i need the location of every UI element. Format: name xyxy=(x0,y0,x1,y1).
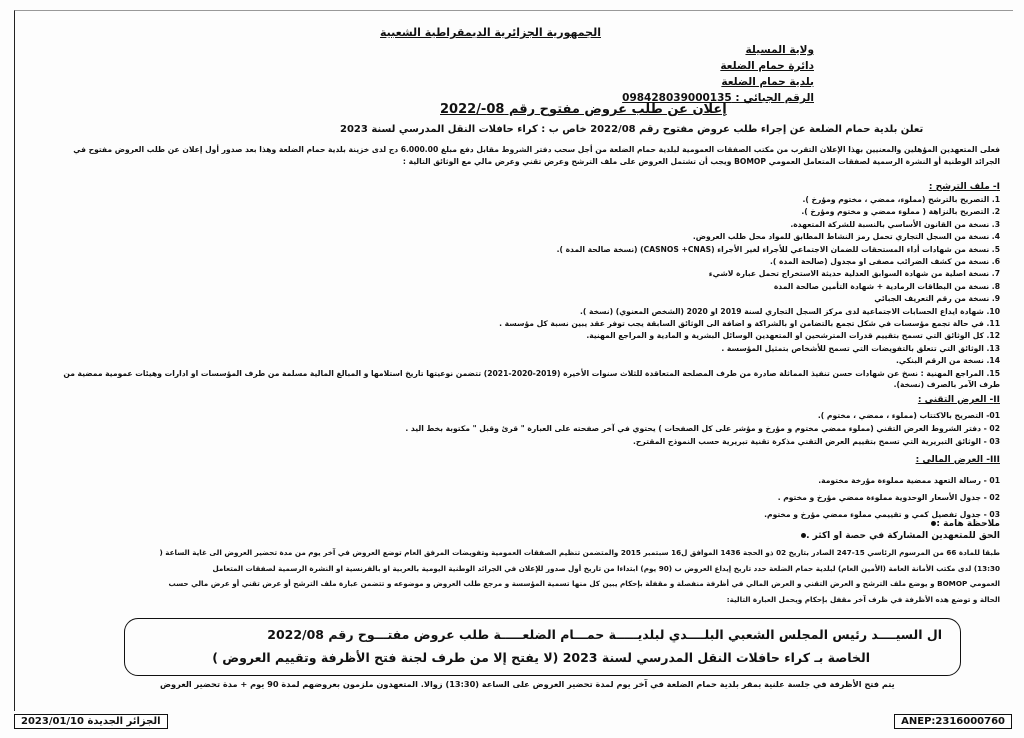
announcement-title: إعلان عن طلب عروض مفتوح رقم 08-/2022 xyxy=(440,102,727,117)
list-item: 6. نسخة من كشف الضرائب مصفى او مجدول (صالحة المدة ). xyxy=(769,257,1000,267)
list-item: 13. الوثائق التي تتعلق بالتفويضات التي تسمح للأشخاص بتمثيل المؤسسة . xyxy=(721,343,1000,353)
list-item: 7. نسخة اصلية من شهادة السوابق العدلية حديثة الاستخراج تحمل عبارة لاشيء xyxy=(708,269,1000,279)
list-item: 2. التصريح بالنزاهة ( مملوء ممضي و مختوم ومؤرخ ). xyxy=(801,207,1000,217)
list-item: 03 - الوثائق التبريرية التي تسمح بتقييم العرض التقني مذكرة تقنية تبريرية حسب النموذج المقترح. xyxy=(633,437,1000,446)
section2-list xyxy=(60,409,1000,448)
list-item: 01- التصريح بالاكتتاب (مملوء ، ممضي ، مختوم ). xyxy=(817,411,1000,420)
notes-heading: ملاحظة هامة : xyxy=(927,519,1000,529)
envelope-label-box xyxy=(124,618,961,676)
republic-title: الجمهورية الجزائرية الديمقراطية الشعبية xyxy=(380,26,601,39)
anep-stamp: ANEP:2316000760 xyxy=(894,714,1012,729)
list-item: 8. نسخة من البطاقات الرمادية + شهادة التأمين صالحة المدة xyxy=(773,281,1000,291)
notes-paragraph xyxy=(60,545,1000,607)
paragraph-line: 13:30) لدى مكتب الأمانة العامة (الأمين العام) لبلدية حمام الضلعة حدد تاريخ إيداع العروض ب (90 يوم) ابتداءا من تاريخ أول صدور للإعلان في الجرائد الوطنية اليومية بالعربية او بالفرنسية او النشرة الرسمية لصفقات المتعامل xyxy=(212,563,1000,573)
paragraph-line: الحالة و توضع هذه الأظرفة في ظرف آخر مقفل بإحكام ويحمل العبارة التالية: xyxy=(726,594,1000,604)
daira-label: دائرة حمام الضلعة xyxy=(720,60,814,72)
list-item: 14. نسخة من الرقم البنكي. xyxy=(896,356,1000,366)
section3-list xyxy=(60,472,1000,523)
newspaper-stamp: الجزائر الجديدة 2023/01/10 xyxy=(14,714,168,729)
section1-heading: I- ملف الترشح : xyxy=(928,182,1000,192)
list-item: 5. نسخة من شهادات أداء المستحقات للضمان الاجتماعي للأجراء لغير الأجراء (CASNOS +CNAS) (نسخة صالحة المدة ). xyxy=(556,244,1000,254)
section2-heading: II- العرض التقني : xyxy=(917,395,1000,405)
announcement-intro: فعلى المتعهدين المؤهلين والمعنيين بهذا الإعلان التقرب من مكتب الصفقات العمومية لبلدية حمام الضلعة من أجل سحب دفتر الشروط مقابل دفع مبلغ 6.000.00 دج لدى خزينة بلدية حمام الضلعة وهذا بعد صدور أول إعلان عن طلب العروض مفتوح في الجرائد الوطنية أو النشرة الرسمية لصفقات المتعامل العمومي BOMOP ويجب أن تشتمل العروض على ملف الترشح وعرض تقني وعرض مالي مع الوثائق التالية : xyxy=(73,145,1000,166)
list-item: 03 - جدول تفصيل كمي و تقييمي مملوء ممضي مؤرخ و مختوم. xyxy=(764,510,1000,519)
list-item: 3. نسخة من القانون الأساسي بالنسبة للشركة المتعهدة. xyxy=(790,219,1000,229)
fiscal-id: الرقم الجبائي : 098428039000135 xyxy=(622,92,814,104)
announcement-subtitle: تعلن بلدية حمام الضلعة عن إجراء طلب عروض مفتوح رقم 2022/08 خاص ب : كراء حافلات النقل المدرسي لسنة 2023 xyxy=(340,124,924,135)
list-item: 1. التصريح بالترشح (مملوء، ممضي ، مختوم ومؤرخ ). xyxy=(802,195,1000,204)
commune-label: بلدية حمام الضلعة xyxy=(721,76,814,88)
notes-right: الحق للمتعهدين المشاركة في حصة او اكثر . xyxy=(797,531,1000,541)
list-item: 9. نسخة من رقم التعريف الجبائي xyxy=(874,294,1000,304)
section3-heading: III- العرض المالي : xyxy=(915,455,1000,465)
list-item: 10. شهادة ايداع الحسابات الاجتماعية لدى مركز السجل التجاري لسنة 2019 او 2020 (الشخص المعنوي) (نسخة ). xyxy=(579,306,1000,316)
envelope-line1: ال السيــــد رئيس المجلس الشعبي البلــــدي لبلديـــــة حمـــام الضلعـــــة طلب عروض مفتـــوح رقم 2022/08 xyxy=(267,627,942,642)
section1-item15: 15. المراجع المهنية : نسخ عن شهادات حسن تنفيذ المماثلة صادرة من طرف المصلحة المتعاقدة للثلاث سنوات الأخيرة (2019-2020-2021) تتضمن نوعيتها تاريخ استلامها و المبالغ المالية مسلمة من طرف المؤسسات او ادارات وهيئات عمومية ممضية من طرف الآمر بالصرف (نسخة). xyxy=(63,369,1000,389)
section1-list xyxy=(60,194,1000,368)
list-item: 01 - رسالة التعهد ممضية مملوءة مؤرخة مختومة. xyxy=(818,476,1000,485)
list-item: 4. نسخة من السجل التجاري تحمل رمز النشاط المطابق للمواد محل طلب العروض. xyxy=(692,232,1000,242)
wilaya-label: ولاية المسيلة xyxy=(745,44,814,56)
list-item: 02 - جدول الأسعار الوحدوية مملوءة ممضي مؤرخ و مختوم . xyxy=(777,493,1000,502)
envelope-line2: الخاصة بـ كراء حافلات النقل المدرسي لسنة 2023 (لا يفتح إلا من طرف لجنة فتح الأظرفة وتقييم العروض ) xyxy=(212,650,870,665)
paragraph-line: طبقا للمادة 66 من المرسوم الرئاسي 15-247 الصادر بتاريخ 02 ذو الحجة 1436 الموافق ل16 سبتمبر 2015 والمتضمن تنظيم الصفقات العمومية وتفويضات المرفق العام توضع العروض في آخر يوم من مدة تحضير العروض الى غاية الساعة ( xyxy=(159,548,1000,557)
list-item: 11. في حالة تجمع مؤسسات في شكل تجمع بالتضامن او بالشراكة و اضافة الى الوثائق السابقة يجب توفر عقد يبين نسبة كل مؤسسة . xyxy=(499,319,1000,329)
footer-text: يتم فتح الأظرفة في جلسة علنية بمقر بلدية حمام الضلعة في آخر يوم لمدة تحضير العروض على الساعة (13:30) زوالا. المتعهدون ملزمون بعروضهم لمدة 90 يوم + مدة تحضير العروض xyxy=(160,679,895,689)
list-item: 12. كل الوثائق التي تسمح بتقييم قدرات المترشحين او المتعهدين الوسائل البشرية و المادية و المراجع المهنية. xyxy=(586,331,1000,341)
paragraph-line: العمومي BOMOP و يوضع ملف الترشح و العرض التقني و العرض المالي في أظرفة منفصلة و مقفلة بإحكام يبين كل منها تسمية المؤسسة و مرجع طلب العروض و موضوعه و تتضمن عبارة ملف الترشح أو عرض تقني أو عرض مالي حسب xyxy=(168,579,1000,588)
list-item: 02 - دفتر الشروط العرض التقني (مملوء ممضي مختوم و مؤرخ و مؤشر على كل الصفحات ) يحتوي في آخر صفحته على العبارة " قرئ وقبل " مكتوبة بخط اليد . xyxy=(405,424,1000,433)
